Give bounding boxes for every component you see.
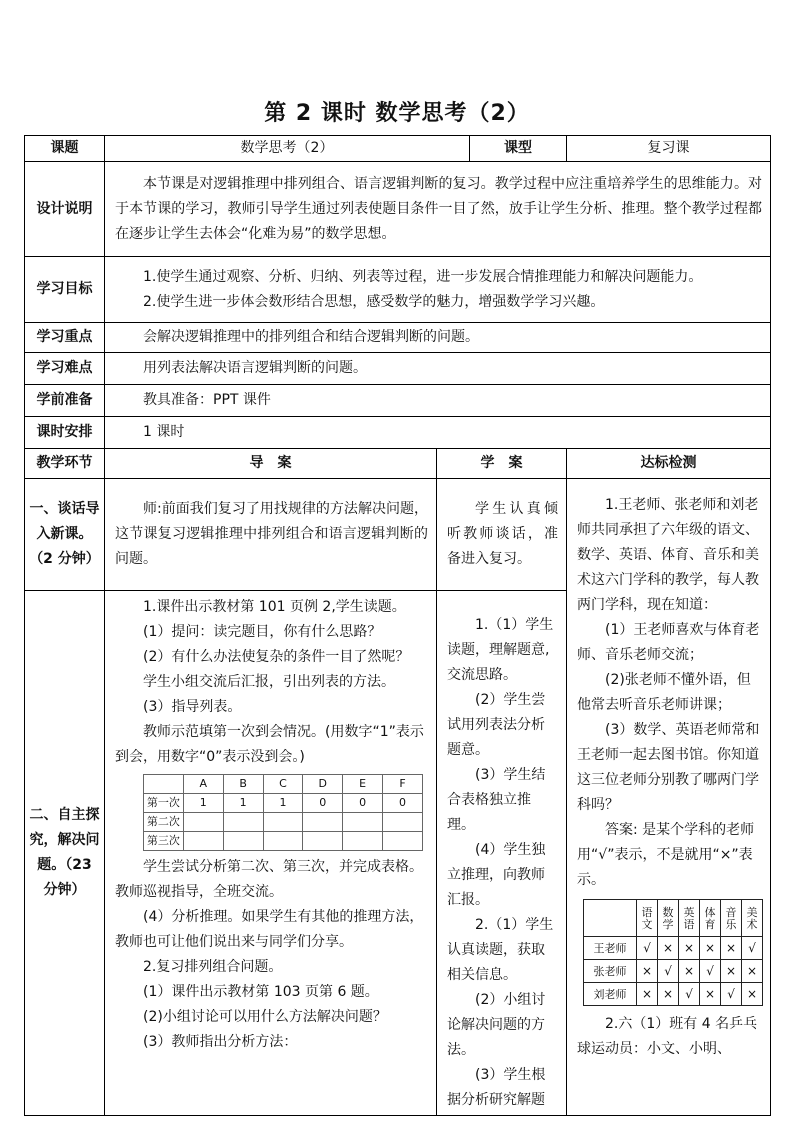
difficulties-label: 学习难点	[25, 353, 105, 385]
answer-table-header: 音乐	[721, 900, 742, 937]
answer-table-corner	[584, 900, 637, 937]
attendance-cell	[303, 813, 343, 832]
attendance-header: B	[223, 775, 263, 794]
study-line: (3）学生根据分析研究解题	[447, 1067, 546, 1108]
attendance-cell	[263, 832, 303, 851]
guide-line: 学生小组交流后汇报，引出列表的方法。	[143, 674, 395, 690]
attendance-cell: 第一次	[144, 794, 184, 813]
answer-row	[584, 937, 763, 960]
attendance-cell: 0	[343, 794, 383, 813]
guide-line: 1.课件出示教材第 101 页例 2,学生读题。	[143, 599, 406, 615]
attendance-cell: 0	[303, 794, 343, 813]
guide-line: (1）提问：读完题目，你有什么思路？	[143, 624, 382, 640]
answer-row-name: 王老师	[584, 937, 637, 960]
answer-mark: √	[742, 937, 763, 960]
goal-item: 1.使学生通过观察、分析、归纳、列表等过程，进一步发展合情推理能力和解决问题能力。	[143, 268, 703, 285]
answer-table-header: 体育	[700, 900, 721, 937]
guide-line: (1）课件出示教材第 103 页第 6 题。	[143, 984, 379, 1000]
study-line: (2）学生尝试用列表法分析题意。	[447, 692, 546, 758]
answer-table-header: 英语	[679, 900, 700, 937]
check-condition-1: (1）王老师喜欢与体育老师、音乐老师交流；	[577, 622, 760, 663]
check-answer: 答案: 是某个学科的老师用“√”表示，不是就用“×”表示。	[577, 822, 755, 888]
answer-row	[584, 983, 763, 1006]
attendance-table	[143, 774, 423, 851]
header-guide: 导 案	[105, 449, 437, 479]
study-line: 2.（1）学生认真读题，获取相关信息。	[447, 917, 554, 983]
answer-mark: √	[637, 937, 658, 960]
answer-mark: ×	[679, 960, 700, 983]
answer-row-name: 刘老师	[584, 983, 637, 1006]
header-check: 达标检测	[567, 449, 771, 479]
stage1-study: 学生认真倾听教师谈话，准备进入复习。	[437, 479, 567, 591]
attendance-header: A	[183, 775, 223, 794]
schedule-label: 课时安排	[25, 417, 105, 449]
attendance-cell	[383, 813, 423, 832]
key-points-text: 会解决逻辑推理中的排列组合和结合逻辑判断的问题。	[105, 323, 771, 353]
answer-mark: ×	[742, 960, 763, 983]
attendance-cell	[183, 813, 223, 832]
lesson-plan-table	[24, 135, 771, 1116]
attendance-cell: 1	[183, 794, 223, 813]
topic-value: 数学思考（2）	[105, 136, 470, 162]
guide-line: 教师示范填第一次到会情况。(用数字“1”表示到会，用数字“0”表示没到会。)	[115, 724, 424, 765]
answer-table	[583, 899, 763, 1006]
attendance-header: C	[263, 775, 303, 794]
answer-mark: √	[679, 983, 700, 1006]
answer-mark: ×	[658, 937, 679, 960]
header-stage: 教学环节	[25, 449, 105, 479]
stage2-guide	[105, 591, 437, 1116]
page-title: 第 2 课时 数学思考（2）	[264, 101, 530, 126]
attendance-row	[144, 832, 423, 851]
attendance-header: F	[383, 775, 423, 794]
goals-list	[105, 257, 771, 323]
answer-mark: √	[721, 983, 742, 1006]
answer-row	[584, 960, 763, 983]
attendance-cell	[183, 832, 223, 851]
study-line: (4）学生独立推理，向教师汇报。	[447, 842, 546, 908]
answer-mark: ×	[700, 983, 721, 1006]
guide-line: (3）指导列表。	[143, 699, 242, 715]
preparation-label: 学前准备	[25, 385, 105, 417]
design-text: 本节课是对逻辑推理中排列组合、语言逻辑判断的复习。教学过程中应注重培养学生的思维能力。对于本节课的学习，教师引导学生通过列表使题目条件一目了然，放手让学生分析、推理。整个教学过程都在逐步让学生去体会“化难为易”的数学思想。	[105, 162, 771, 257]
type-value: 复习课	[567, 136, 771, 162]
attendance-cell	[383, 832, 423, 851]
attendance-cell	[343, 832, 383, 851]
attendance-cell: 第三次	[144, 832, 184, 851]
answer-mark: √	[700, 960, 721, 983]
answer-mark: ×	[637, 960, 658, 983]
header-study: 学 案	[437, 449, 567, 479]
stage2-study	[437, 591, 567, 1116]
preparation-text: 教具准备：PPT 课件	[105, 385, 771, 417]
attendance-cell: 0	[383, 794, 423, 813]
answer-mark: ×	[721, 937, 742, 960]
answer-table-header: 数学	[658, 900, 679, 937]
check-condition-2: (2)张老师不懂外语，但他常去听音乐老师讲课；	[577, 672, 751, 713]
goal-item: 2.使学生进一步体会数形结合思想，感受数学的魅力，增强数学学习兴趣。	[143, 293, 605, 310]
difficulties-text: 用列表法解决语言逻辑判断的问题。	[105, 353, 771, 385]
answer-table-header: 美术	[742, 900, 763, 937]
attendance-cell	[303, 832, 343, 851]
topic-label: 课题	[25, 136, 105, 162]
stage1-label: 一、谈话导入新课。（2 分钟）	[25, 479, 105, 591]
guide-line: 学生尝试分析第二次、第三次，并完成表格。教师巡视指导，全班交流。	[115, 859, 423, 900]
guide-line: (2）有什么办法使复杂的条件一目了然呢？	[143, 649, 410, 665]
answer-table-header: 语文	[637, 900, 658, 937]
schedule-text: 1 课时	[105, 417, 771, 449]
answer-mark: ×	[658, 983, 679, 1006]
stage2-label: 二、自主探究，解决问题。（23 分钟）	[25, 591, 105, 1116]
design-label: 设计说明	[25, 162, 105, 257]
attendance-header: E	[343, 775, 383, 794]
goals-label: 学习目标	[25, 257, 105, 323]
check-question-2: 2.六（1）班有 4 名乒乓球运动员：小文、小明、	[577, 1016, 758, 1057]
attendance-cell	[223, 813, 263, 832]
answer-mark: ×	[721, 960, 742, 983]
attendance-cell: 1	[263, 794, 303, 813]
guide-line: (3）教师指出分析方法：	[143, 1034, 298, 1050]
check-condition-3: (3）数学、英语老师常和王老师一起去图书馆。你知道这三位老师分别教了哪两门学科吗？	[577, 722, 760, 813]
attendance-cell	[343, 813, 383, 832]
study-line: 1.（1）学生读题，理解题意,交流思路。	[447, 617, 554, 683]
answer-mark: ×	[700, 937, 721, 960]
study-line: (2）小组讨论解决问题的方法。	[447, 992, 546, 1058]
answer-mark: √	[658, 960, 679, 983]
answer-mark: ×	[742, 983, 763, 1006]
attendance-header	[144, 775, 184, 794]
answer-mark: ×	[637, 983, 658, 1006]
attendance-cell	[263, 813, 303, 832]
attendance-cell: 第二次	[144, 813, 184, 832]
guide-line: (4）分析推理。如果学生有其他的推理方法，教师也可让他们说出来与同学们分享。	[115, 909, 424, 950]
check-question-1: 1.王老师、张老师和刘老师共同承担了六年级的语文、数学、英语、体育、音乐和美术这六门学科的教学，每人教两门学科，现在知道：	[577, 497, 760, 613]
key-points-label: 学习重点	[25, 323, 105, 353]
answer-mark: ×	[679, 937, 700, 960]
attendance-row	[144, 794, 423, 813]
guide-line: 2.复习排列组合问题。	[143, 959, 283, 975]
guide-line: (2)小组讨论可以用什么方法解决问题？	[143, 1009, 387, 1025]
answer-row-name: 张老师	[584, 960, 637, 983]
type-label: 课型	[470, 136, 567, 162]
check-column	[567, 479, 771, 1116]
attendance-row	[144, 813, 423, 832]
study-line: (3）学生结合表格独立推理。	[447, 767, 546, 833]
stage1-guide: 师:前面我们复习了用找规律的方法解决问题，这节课复习逻辑推理中排列组合和语言逻辑判断的问题。	[105, 479, 437, 591]
attendance-header: D	[303, 775, 343, 794]
attendance-cell: 1	[223, 794, 263, 813]
attendance-cell	[223, 832, 263, 851]
